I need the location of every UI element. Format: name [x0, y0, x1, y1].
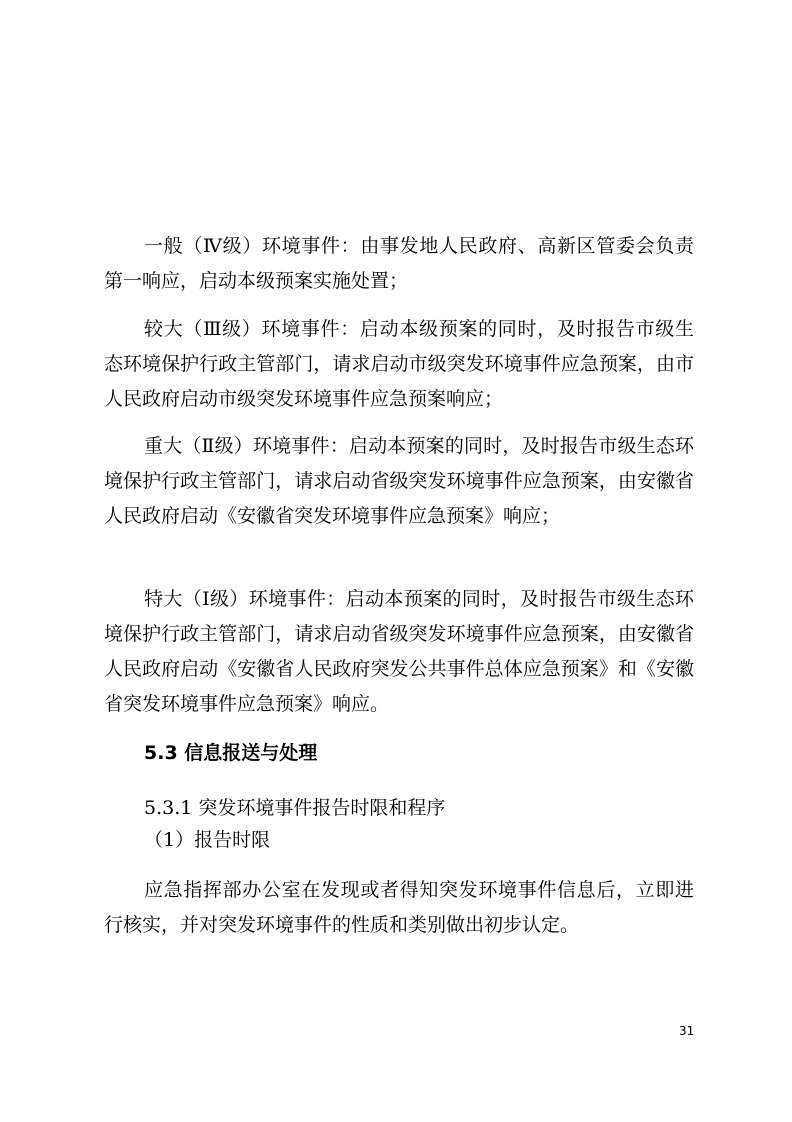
paragraph-level-3-response: 较大（Ⅲ级）环境事件：启动本级预案的同时，及时报告市级生态环境保护行政主管部门，请求启动市级突发环境事件应急预案，由市人民政府启动市级突发环境事件应急预案响应；	[104, 318, 694, 410]
paragraph-level-2-response: 重大（Ⅱ级）环境事件：启动本预案的同时，及时报告市级生态环境保护行政主管部门，请求启动省级突发环境事件应急预案，由安徽省人民政府启动《安徽省突发环境事件应急预案》响应；	[104, 435, 694, 527]
paragraph-verification: 应急指挥部办公室在发现或者得知突发环境事件信息后，立即进行核实，并对突发环境事件的性质和类别做出初步认定。	[104, 879, 694, 936]
section-heading: 5.3 信息报送与处理	[144, 742, 318, 764]
item-heading: （1）报告时限	[144, 829, 271, 851]
page-number: 31	[679, 1024, 695, 1038]
paragraph-level-1-response: 特大（Ⅰ级）环境事件：启动本预案的同时，及时报告市级生态环境保护行政主管部门，请求启动省级突发环境事件应急预案，由安徽省人民政府启动《安徽省人民政府突发公共事件总体应急预案》和《安徽省突发环境事件应急预案》响应。	[104, 588, 694, 715]
subsection-heading: 5.3.1 突发环境事件报告时限和程序	[144, 797, 446, 819]
paragraph-level-4-response: 一般（Ⅳ级）环境事件：由事发地人民政府、高新区管委会负责第一响应，启动本级预案实施处置；	[104, 235, 694, 292]
